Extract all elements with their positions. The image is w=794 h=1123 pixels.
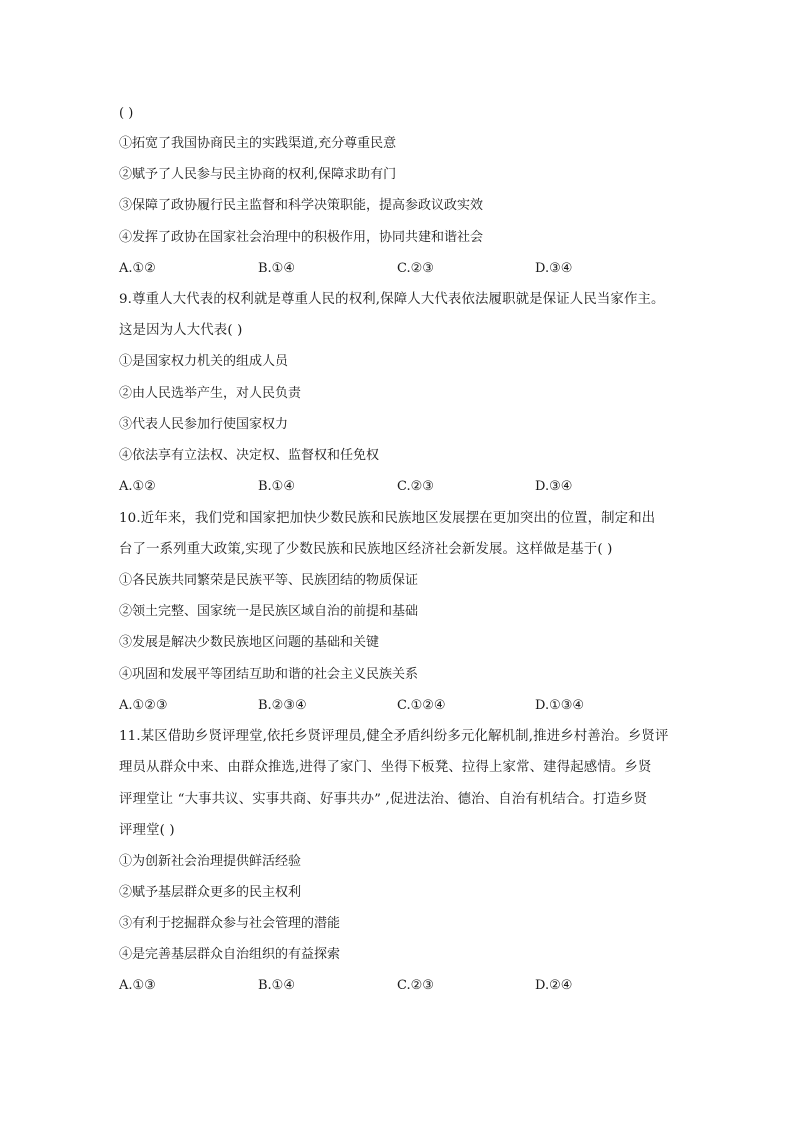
q10-item-4: ④巩固和发展平等团结互助和谐的社会主义民族关系 [119, 667, 419, 682]
q11-item-3: ③有利于挖掘群众参与社会管理的潜能 [119, 916, 341, 931]
q10-item-2: ②领土完整、国家统一是民族区域自治的前提和基础 [119, 604, 419, 619]
q9-item-4: ④依法享有立法权、决定权、监督权和任免权 [119, 448, 380, 463]
q11-options [119, 978, 679, 994]
q11-option-c: C.②③ [397, 978, 434, 993]
q11-option-d: D.②④ [535, 978, 573, 993]
q9-options [119, 479, 679, 495]
q11-stem-line-1: 11.某区借助乡贤评理堂,依托乡贤评理员,健全矛盾纠纷多元化解机制,推进乡村善治。乡贤评 [119, 729, 669, 744]
q10-item-1: ①各民族共同繁荣是民族平等、民族团结的物质保证 [119, 573, 419, 588]
q8-item-4: ④发挥了政协在国家社会治理中的积极作用，协同共建和谐社会 [119, 230, 484, 245]
q8-item-3: ③保障了政协履行民主监督和科学决策职能，提高参政议政实效 [119, 198, 484, 213]
q8-answer-blank: ( ) [119, 106, 134, 121]
q9-stem-line-2: 这是因为人大代表( ) [119, 323, 243, 338]
q9-item-1: ①是国家权力机关的组成人员 [119, 354, 289, 369]
q11-stem-line-4: 评理堂( ) [119, 823, 175, 838]
q10-option-b: B.②③④ [258, 698, 307, 713]
q8-item-2: ②赋予了人民参与民主协商的权利,保障求助有门 [119, 167, 397, 182]
q9-option-c: C.②③ [397, 479, 434, 494]
q10-stem-line-2: 台了一系列重大政策,实现了少数民族和民族地区经济社会新发展。这样做是基于( ) [119, 542, 613, 557]
q8-option-c: C.②③ [397, 261, 434, 276]
q10-option-c: C.①②④ [397, 698, 446, 713]
q10-options [119, 698, 679, 714]
q9-item-3: ③代表人民参加行使国家权力 [119, 417, 289, 432]
q8-option-d: D.③④ [535, 261, 573, 276]
q10-stem-line-1: 10.近年来，我们党和国家把加快少数民族和民族地区发展摆在更加突出的位置，制定和出 [119, 511, 656, 526]
q11-option-a: A.①③ [119, 978, 156, 993]
q8-options [119, 261, 679, 277]
q11-item-4: ④是完善基层群众自治组织的有益探索 [119, 947, 341, 962]
q11-stem-line-3: 评理堂让 “大事共议、实事共商、好事共办” ,促进法治、德治、自治有机结合。打造乡贤 [119, 792, 648, 807]
q10-option-a: A.①②③ [119, 698, 168, 713]
q11-stem-line-2: 理员从群众中来、由群众推选,进得了家门、坐得下板凳、拉得上家常、建得起感情。乡贤 [119, 760, 652, 775]
q9-option-a: A.①② [119, 479, 156, 494]
q10-item-3: ③发展是解决少数民族地区问题的基础和关键 [119, 635, 380, 650]
q8-option-b: B.①④ [258, 261, 295, 276]
q11-option-b: B.①④ [258, 978, 295, 993]
q9-option-b: B.①④ [258, 479, 295, 494]
q8-item-1: ①拓宽了我国协商民主的实践渠道,充分尊重民意 [119, 136, 397, 151]
q9-option-d: D.③④ [535, 479, 573, 494]
q10-option-d: D.①③④ [535, 698, 585, 713]
q9-item-2: ②由人民选举产生，对人民负责 [119, 386, 302, 401]
q8-option-a: A.①② [119, 261, 156, 276]
q9-stem-line-1: 9.尊重人大代表的权利就是尊重人民的权利,保障人大代表依法履职就是保证人民当家作主。 [119, 292, 665, 307]
q11-item-2: ②赋予基层群众更多的民主权利 [119, 885, 302, 900]
q11-item-1: ①为创新社会治理提供鲜活经验 [119, 854, 302, 869]
